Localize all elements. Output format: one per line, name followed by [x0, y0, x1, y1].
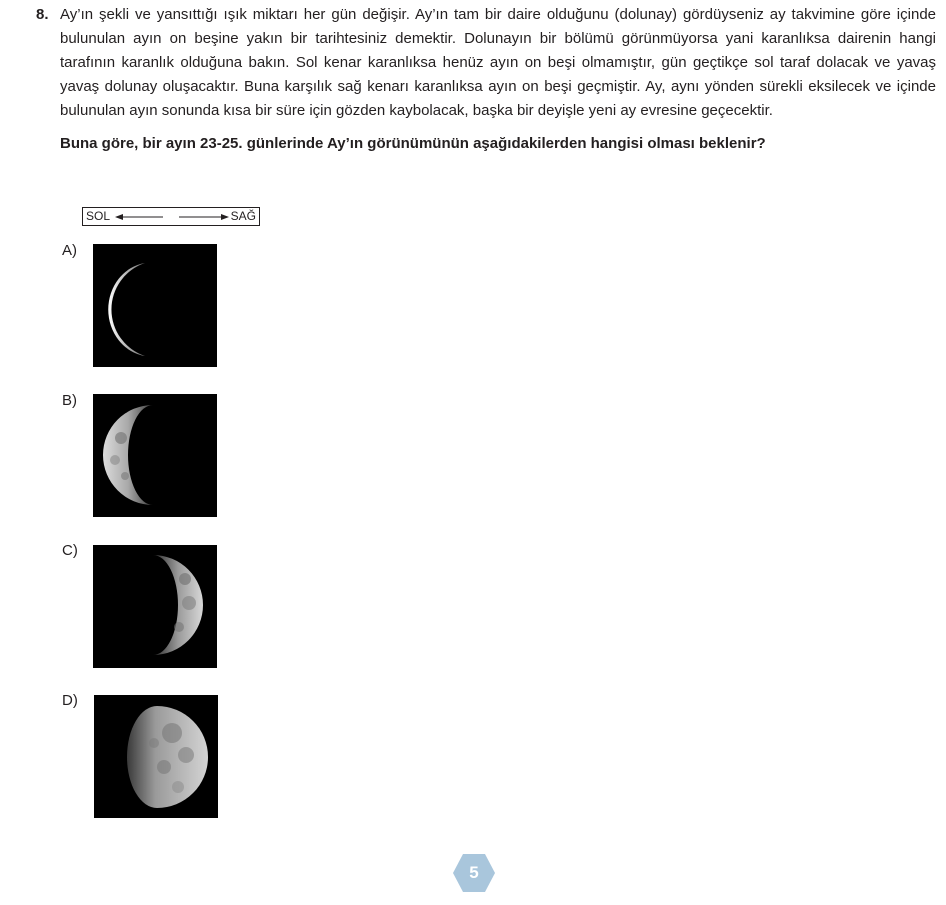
option-b-image[interactable] — [93, 394, 217, 517]
question-block — [36, 3, 936, 156]
direction-left-label: SOL — [86, 209, 111, 223]
option-c-image[interactable] — [93, 545, 217, 668]
option-a-label[interactable]: A) — [62, 242, 77, 259]
page-number-badge — [452, 851, 496, 895]
question-prompt: Buna göre, bir ayın 23-25. günlerinde Ay’ın görünümünün aşağıdakilerden hangisi olması beklenir? — [60, 135, 766, 152]
direction-indicator — [82, 207, 260, 226]
gibbous-icon — [94, 695, 218, 818]
thin-left-crescent-icon — [93, 244, 217, 367]
question-text: Ay’ın şekli ve yansıttığı ışık miktarı her gün değişir. Ay’ın tam bir daire olduğunu (dolunay) gördüyseniz ay takvimine göre içinde bulunulan ayın on beşine yakın bir tarihtesiniz demektir. Dolunayın bir bölümü görünmüyorsa yani karanlıksa dairenin hangi tarafının karanlık olduğuna bakın. Sol kenar karanlıksa henüz ayın on beşi olmamıştır, gün geçtikçe sol taraf dolacak ve yavaş yavaş dolunay oluşacaktır. Buna karşılık sağ kenarı karanlıksa ayın on beşi geçmiştir. Ay, aynı yönden sürekli eksilecek ve içinde bulunulan ayın sonunda kısa bir süre için gözden kaybolacak, başka bir deyişle yeni ay evresine geçecektir. — [60, 6, 936, 119]
option-c-label[interactable]: C) — [62, 542, 78, 559]
right-crescent-icon — [93, 545, 217, 668]
page-number: 5 — [469, 863, 479, 882]
direction-right-label: SAĞ — [230, 209, 256, 223]
option-b-label[interactable]: B) — [62, 392, 77, 409]
option-d-label[interactable]: D) — [62, 692, 78, 709]
option-d-image[interactable] — [94, 695, 218, 818]
question-number: 8. — [36, 6, 49, 23]
left-crescent-icon — [93, 394, 217, 517]
option-a-image[interactable] — [93, 244, 217, 367]
